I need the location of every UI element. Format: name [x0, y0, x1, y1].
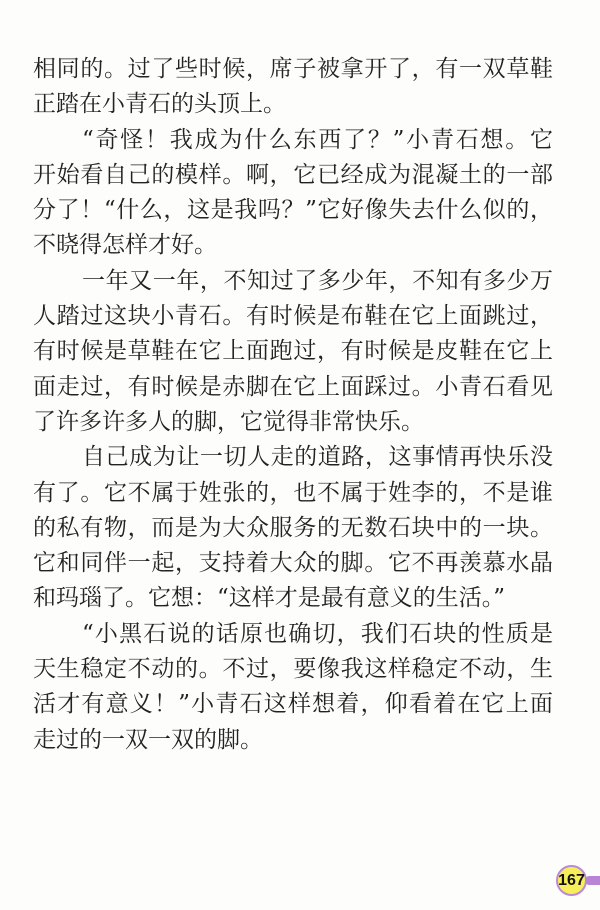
text-line: 走过的一双一双的脚。 — [33, 726, 263, 753]
text-line: 天生稳定不动的。不过，要像我这样稳定不动，生 — [33, 656, 553, 683]
text-line: 自己成为让一切人走的道路，这事情再快乐没 — [82, 444, 553, 471]
page-tab-decoration — [586, 876, 600, 885]
text-line: 有时候是草鞋在它上面跑过，有时候是皮鞋在它上 — [33, 338, 553, 365]
text-line: 面走过，有时候是赤脚在它上面踩过。小青石看见 — [33, 373, 553, 400]
text-line: 分了！“什么，这是我吗？”它好像失去什么似的， — [33, 197, 553, 224]
text-line: 它和同伴一起，支持着大众的脚。它不再羡慕水晶 — [33, 550, 553, 577]
text-line: 活才有意义！”小青石这样想着，仰看着在它上面 — [33, 691, 553, 718]
page-number: 167 — [558, 871, 585, 889]
text-line: 不晓得怎样才好。 — [33, 232, 217, 259]
text-line: 正踏在小青石的头顶上。 — [33, 91, 286, 118]
text-line: 一年又一年，不知过了多少年，不知有多少万 — [82, 267, 553, 294]
page-number-badge — [556, 865, 587, 896]
text-line: 了许多许多人的脚，它觉得非常快乐。 — [33, 408, 424, 435]
text-line: 有了。它不属于姓张的，也不属于姓李的，不是谁 — [33, 479, 553, 506]
text-line: “奇怪！我成为什么东西了？”小青石想。它 — [82, 126, 553, 153]
text-line: 的私有物，而是为大众服务的无数石块中的一块。 — [33, 514, 553, 541]
text-line: 开始看自己的模样。啊，它已经成为混凝土的一部 — [33, 161, 553, 188]
text-line: 和玛瑙了。它想：“这样才是最有意义的生活。” — [33, 585, 506, 612]
body-text — [33, 52, 553, 758]
text-line: 人踏过这块小青石。有时候是布鞋在它上面跳过， — [33, 303, 553, 330]
text-line: “小黑石说的话原也确切，我们石块的性质是 — [82, 620, 553, 647]
text-line: 相同的。过了些时候，席子被拿开了，有一双草鞋 — [33, 56, 553, 82]
